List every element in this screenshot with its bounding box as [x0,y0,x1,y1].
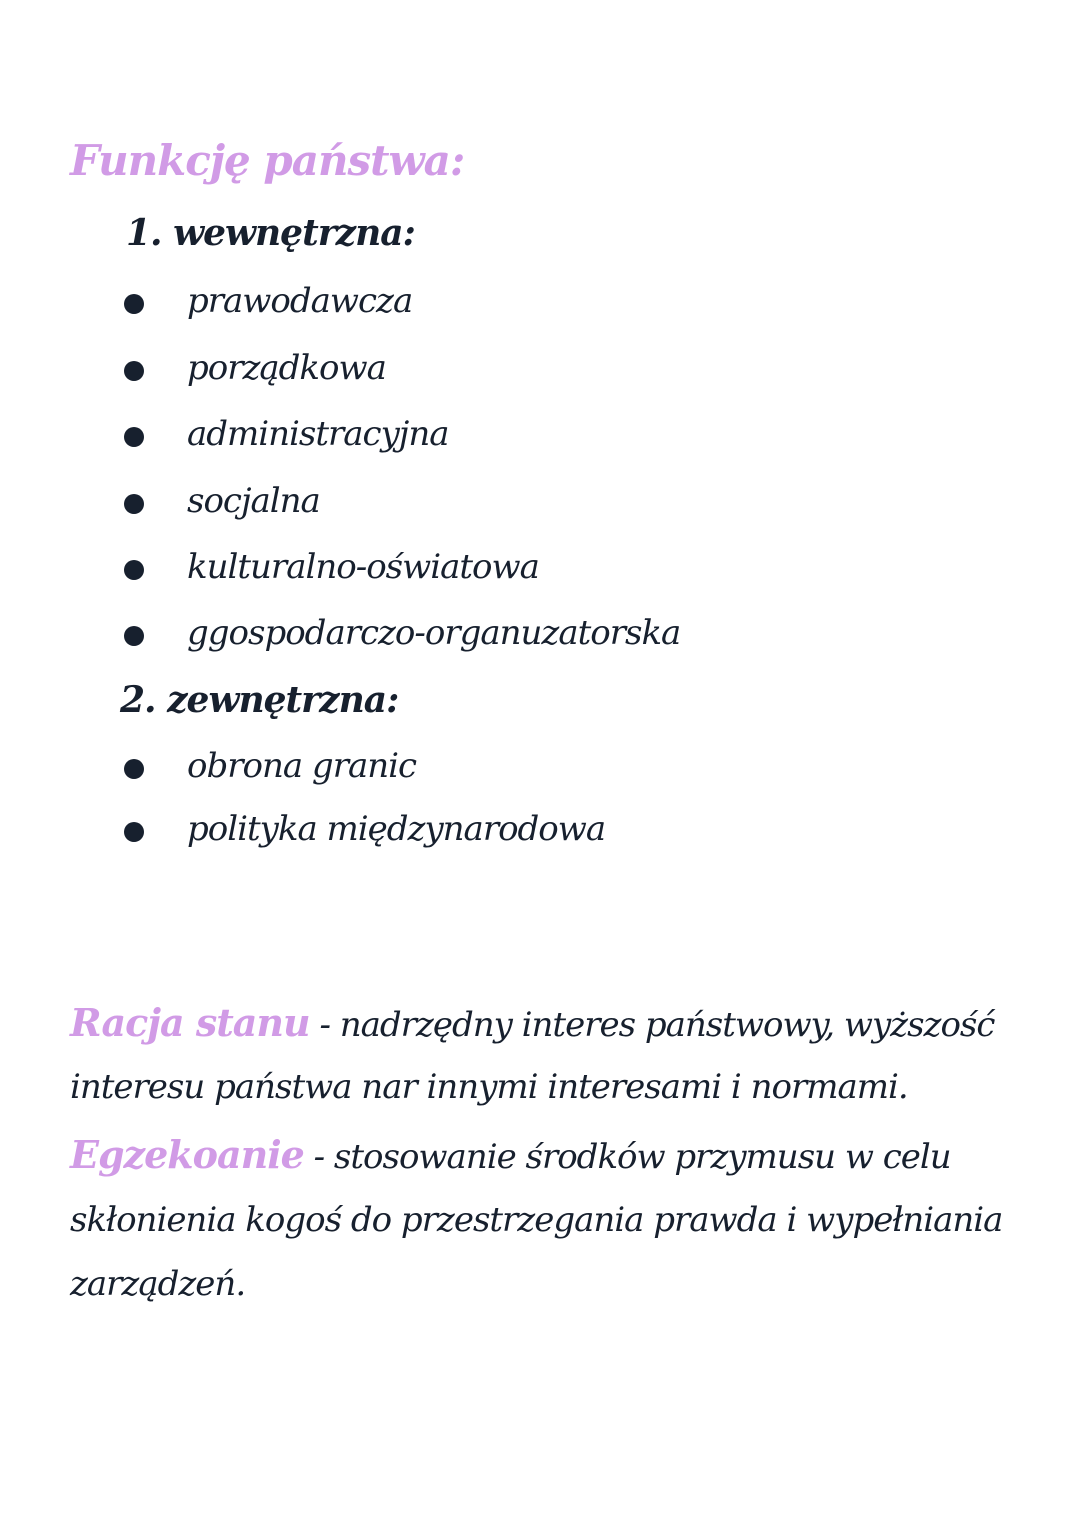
term: Egzekoanie [70,1132,304,1177]
bullet-icon [124,560,144,580]
list-item: administracyjna [187,414,449,454]
page-title: Funkcję państwa: [70,136,465,185]
bullet-icon [124,294,144,314]
list-item: polityka międzynarodowa [187,809,606,849]
term: Racja stanu [70,1000,310,1045]
definition-text: zarządzeń. [70,1264,246,1304]
definition-text: - nadrzędny interes państwowy, wyższość [309,1005,995,1045]
definition-text: skłonienia kogoś do przestrzegania prawda i wypełniania [70,1200,1003,1240]
definition-raison-detat [70,1000,995,1045]
bullet-icon [124,427,144,447]
list-item: ggospodarczo-organuzatorska [187,613,681,653]
bullet-icon [124,626,144,646]
bullet-icon [124,361,144,381]
definition-text: - stosowanie środków przymusu w celu [303,1137,951,1177]
bullet-icon [124,759,144,779]
list-item: porządkowa [187,348,386,388]
definition-enforcement [70,1132,951,1177]
section-heading-internal: 1. wewnętrzna: [126,212,415,254]
list-item: prawodawcza [187,281,413,321]
section-heading-external: 2. zewnętrzna: [120,679,399,721]
list-item: obrona granic [187,746,417,786]
list-item: kulturalno-oświatowa [187,547,539,587]
definition-text: interesu państwa nar innymi interesami i normami. [70,1067,908,1107]
bullet-icon [124,494,144,514]
list-item: socjalna [187,481,320,521]
bullet-icon [124,822,144,842]
